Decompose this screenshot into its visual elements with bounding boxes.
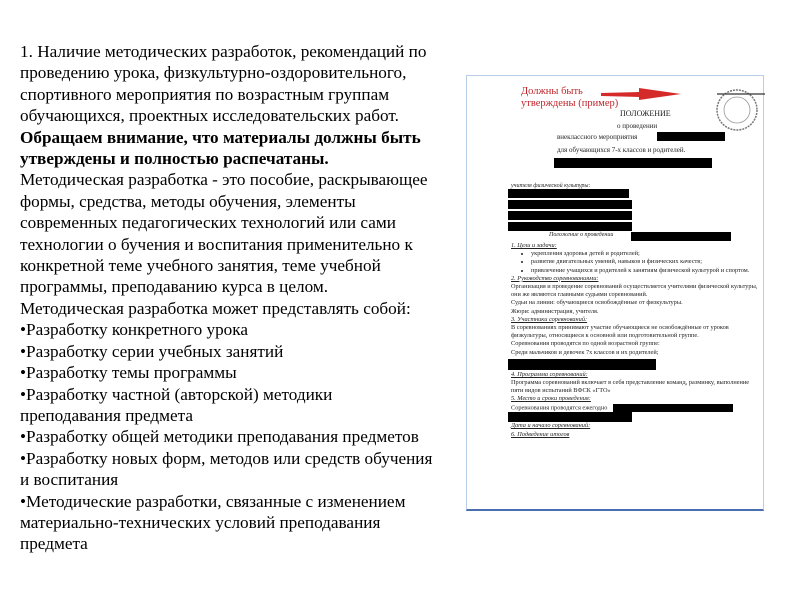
text-line: •Разработку темы программы <box>20 363 237 383</box>
doc-subtitle: для обучающихся 7-х классов и родителей. <box>557 146 686 154</box>
list-item: • укрепления здоровья детей и родителей; <box>531 250 761 258</box>
stamp-icon <box>707 82 765 132</box>
section-heading: 4. Программа соревнований: <box>511 370 588 378</box>
text-line: и воспитания <box>20 470 119 490</box>
annotation-line: Должны быть <box>521 86 583 97</box>
text-line: спортивного мероприятия по возрастным группам <box>20 84 390 104</box>
text-line: •Разработку серии учебных занятий <box>20 341 284 361</box>
text-line: проведению урока, физкультурно-оздоровительного, <box>20 63 407 83</box>
doc-subtitle: о проведении <box>617 122 658 130</box>
text-line: материально-технических условий преподавания <box>20 512 381 532</box>
text-line: •Разработку частной (авторской) методики <box>20 384 333 404</box>
text-line: обучающихся, проектных исследовательских работ. <box>20 106 399 126</box>
doc-subtitle: внеклассного мероприятия <box>557 133 638 141</box>
text-line: Методическая разработка - это пособие, раскрывающее <box>20 170 428 190</box>
doc-paragraph: Судьи на линии: обучающиеся освобождённые от физкультуры. <box>511 299 683 307</box>
text-line: 1. Наличие методических разработок, рекомендаций по <box>20 42 427 61</box>
doc-paragraph: Организация и проведение соревнований осуществляется учителями физической культуры, они же являются главными судьями соревнований. <box>511 283 758 299</box>
text-line: программы, преподаванию курса в целом. <box>20 277 329 297</box>
list-item: • развитие двигательных умений, навыков и физических качеств; <box>531 258 761 266</box>
document-image <box>466 75 764 511</box>
text-line: технологии о бучения и воспитания применительно к <box>20 234 413 254</box>
doc-paragraph: Среди мальчиков и девочек 7х классов и их родителей; <box>511 348 659 356</box>
section-heading: Дата и начало соревнований: <box>511 422 591 430</box>
about-label: Положение о проведении <box>549 232 614 238</box>
section-heading: 3. Участники соревнований: <box>511 315 588 323</box>
text-line: •Методические разработки, связанные с изменением <box>20 491 406 511</box>
text-line: конкретной теме учебного занятия, теме учебной <box>20 256 381 276</box>
teacher-label: учителя физической культуры: <box>511 183 591 189</box>
text-line: Обращаем внимание, что материалы должны быть <box>20 127 421 147</box>
text-line: предмета <box>20 534 88 554</box>
text-line: •Разработку конкретного урока <box>20 320 248 340</box>
section-heading: 6. Подведение итогов <box>511 430 570 438</box>
section-heading: 2. Руководство соревнованиями: <box>511 274 599 282</box>
text-line: современных педагогических технологий или сами <box>20 213 396 233</box>
slide-text <box>20 41 460 555</box>
annotation-line: утверждены (пример) <box>521 98 619 109</box>
doc-paragraph: Соревнования проводятся по одной возрастной группе: <box>511 340 660 348</box>
doc-paragraph: Программа соревнований включает в себя представление команд, разминку, выполнение пяти видов испытаний ВФСК «ГТО» <box>511 379 750 395</box>
text-line: •Разработку общей методики преподавания предметов <box>20 427 419 447</box>
doc-paragraph: Жюри: администрация, учителя. <box>511 307 599 315</box>
doc-paragraph: В соревнованиях принимают участие обучающиеся не освобождённые от уроков физкультуры, относящиеся к основной или подготовительной группе. <box>511 324 729 340</box>
arrow-icon <box>601 88 681 102</box>
section-heading: 1. Цели и задачи: <box>511 242 557 249</box>
text-line: •Разработку новых форм, методов или средств обучения <box>20 448 433 468</box>
doc-paragraph: Соревнования проводятся ежегодно <box>511 404 608 412</box>
text-line: преподавания предмета <box>20 405 193 425</box>
section-heading: 5. Место и сроки проведения: <box>511 395 591 403</box>
text-line: утверждены и полностью распечатаны. <box>20 149 329 169</box>
text-line: Методическая разработка может представлять собой: <box>20 298 411 318</box>
text-line: формы, средства, методы обучения, элементы <box>20 191 356 211</box>
list-item: • привлечение учащихся и родителей к занятиям физической культурой и спортом. <box>531 267 761 275</box>
doc-title: ПОЛОЖЕНИЕ <box>620 109 671 118</box>
